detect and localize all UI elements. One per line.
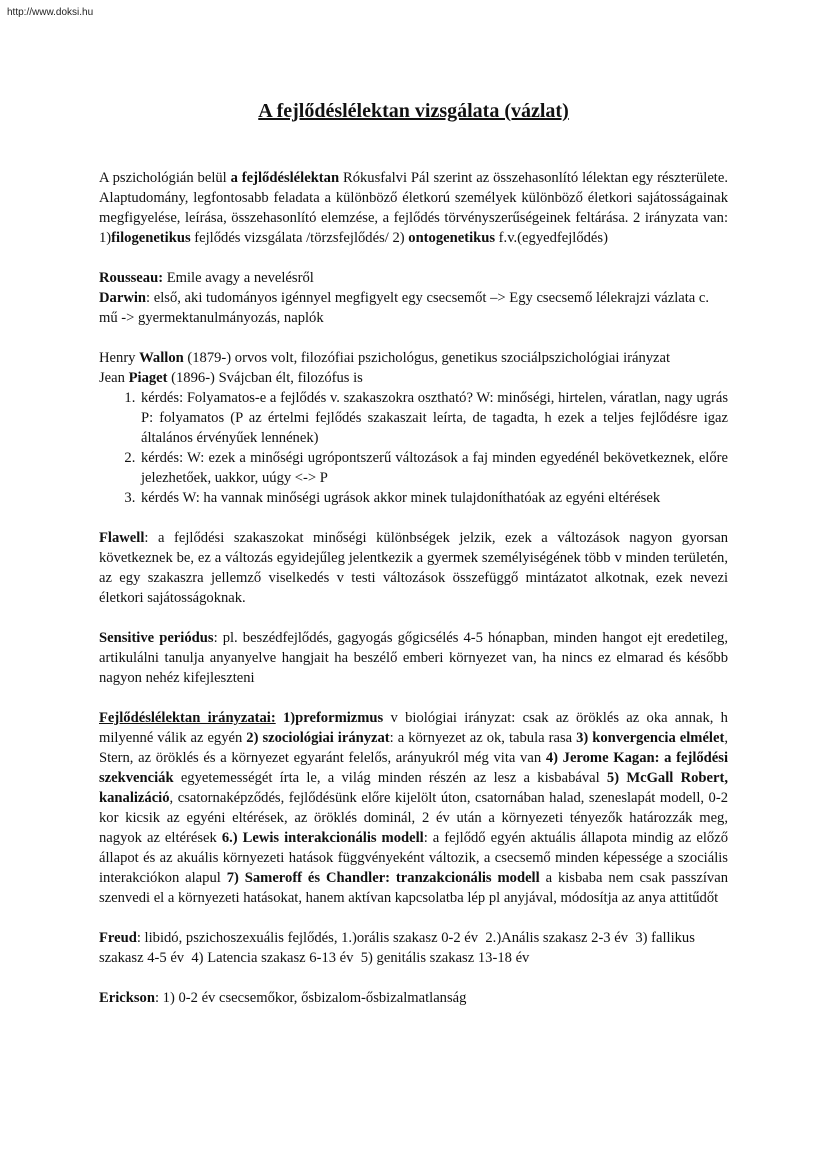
page-title: A fejlődéslélektan vizsgálata (vázlat)	[258, 100, 569, 122]
term: Wallon	[139, 350, 184, 366]
text: : a fejlődési szakaszokat minőségi különbségek jelzik, ezek a változások nagyon gyorsan következnek be, ez a változás egyidejűleg jelentkezik a gyermek személyiségének több v minden területén, az egy szakaszra jellemző viselkedés v testi változások összefüggő mintázatot alkotnak, ezek nevezi életkori sajátosságoknak.	[99, 530, 728, 606]
term: Piaget	[128, 370, 168, 386]
text: (1879-) orvos volt, filozófiai pszichológus, genetikus szociálpszichológiai irányzat	[183, 350, 671, 366]
rousseau-line	[99, 268, 728, 288]
term: Darwin	[99, 290, 147, 306]
list-item: 1. kérdés: Folyamatos-e a fejlődés v. szakaszokra osztható? W: minőségi, hirtelen, váratlan, nagy ugrás P: folyamatos (P az értelmi fejlődés szakaszait leírta, de tagadta, h ezek a teljes fejlődésre igaz általános érvényűek lennének)	[139, 388, 728, 448]
term: Rousseau:	[99, 270, 164, 286]
text: , csatornaképződés, fejlődésünk előre kijelölt úton, csatornában halad, szeneslapát modell, 0-2 kor kicsik az egyéni eltérések, az öröklés dominál, 2 év után a környezeti tényezők határozzák meg, nagyok az eltérések	[99, 790, 728, 846]
term: 6.) Lewis interakcionális modell	[221, 830, 424, 846]
intro-paragraph	[99, 168, 728, 248]
section-heading: Fejlődéslélektan irányzatai:	[99, 710, 276, 726]
term: 4) Jerome Kagan: a fejlődési szekvenciák	[99, 750, 729, 786]
piaget-line	[99, 368, 728, 388]
text: a kisbaba nem csak passzívan szenvedi el a környezeti hatásokat, hanem aktívan kapcsolatba lép pl anyjával, módosítja az anya attitűdőt	[99, 870, 729, 906]
text: : első, aki tudományos igénnyel megfigyelt egy csecsemőt –> Egy csecsemő lélekrajzi vázlata c. mű -> gyermektanulmányozás, naplók	[99, 290, 710, 326]
term: 7) Sameroff és Chandler: tranzakcionális modell	[226, 870, 540, 886]
flawell-paragraph	[99, 528, 728, 608]
text: egyetemességét írta le, a világ minden részén az lesz a kisbabával	[173, 770, 607, 786]
list-item: 2. kérdés: W: ezek a minőségi ugrópontszerű változások a faj minden egyedénél bekövetkeznek, előre jelezhetőek, uakkor, uúgy <-> P	[139, 448, 728, 488]
text: v biológiai irányzat: csak az öröklés az oka annak, h milyenné válik az egyén	[99, 710, 728, 746]
piaget-questions-list	[99, 388, 728, 508]
iranyzatok-paragraph	[99, 708, 728, 908]
term: a fejlődéslélektan	[230, 170, 340, 186]
sensitive-paragraph	[99, 628, 728, 688]
text: : 1) 0-2 év csecsemőkor, ősbizalom-ősbizalmatlanság	[154, 990, 467, 1006]
term: Erickson	[99, 990, 155, 1006]
wallon-paragraph	[99, 348, 728, 368]
term: ontogenetikus	[408, 230, 496, 246]
darwin-paragraph	[99, 288, 728, 328]
text: , Stern, az öröklés és a környezet egyaránt felelős, arányukról még vita van	[99, 730, 728, 766]
text: : a környezet az ok, tabula rasa	[389, 730, 577, 746]
text: : libidó, pszichoszexuális fejlődés, 1.)orális szakasz 0-2 év 2.)Anális szakasz 2-3 év 3) fallikus szakasz 4-5 év 4) Latencia szakasz 6-13 év 5) genitális szakasz 13-18 év	[99, 930, 699, 966]
term: filogenetikus	[111, 230, 191, 246]
text: (1896-) Svájcban élt, filozófus is	[167, 370, 363, 386]
term: 1)preformizmus	[275, 710, 384, 726]
text: Rókusfalvi Pál szerint az összehasonlító lélektan egy részterülete. Alaptudomány, legfontosabb feladata a különböző életkorú személyek különböző életkori sajátosságainak megfigyelése, leírása, összehasonlító elemzése, a fejlődés törvényszerűségeinek feltárása. 2 irányzata van: 1)	[99, 170, 728, 246]
term: 3) konvergencia elmélet	[576, 730, 725, 746]
text: Henry	[99, 350, 140, 366]
text: f.v.(egyedfejlődés)	[495, 230, 608, 246]
text: : a fejlődő egyén aktuális állapota mindig az előző állapot és az akuális környezeti hatások függvényeként változik, a csecsemő minden képessége a szociális interakciókon alapul	[99, 830, 728, 886]
erickson-line	[99, 988, 728, 1008]
source-url: http://www.doksi.hu	[7, 7, 94, 18]
text: fejlődés vizsgálata /törzsfejlődés/ 2)	[190, 230, 409, 246]
term: Flawell	[99, 530, 145, 546]
freud-paragraph	[99, 928, 728, 968]
text: Jean	[99, 370, 129, 386]
term: 2) szociológiai irányzat	[246, 730, 390, 746]
term: 5) McGall Robert, kanalizáció	[99, 770, 728, 806]
list-item: 3. kérdés W: ha vannak minőségi ugrások akkor minek tulajdoníthatóak az egyéni eltérések	[139, 488, 728, 508]
text: Emile avagy a nevelésről	[163, 270, 314, 286]
text: : pl. beszédfejlődés, gagyogás gőgicsélés 4-5 hónapban, minden hangot ejt eredetileg, artikulálni tanulja anyanyelve hangjait ha beszélő emberi környezet van, ha nincs ez elmarad és később nagyon nehéz kifejleszteni	[99, 630, 729, 686]
term: Freud	[99, 930, 137, 946]
text: A pszichológián belül	[99, 170, 231, 186]
term: Sensitive periódus	[99, 630, 214, 646]
document-body	[99, 168, 728, 1008]
